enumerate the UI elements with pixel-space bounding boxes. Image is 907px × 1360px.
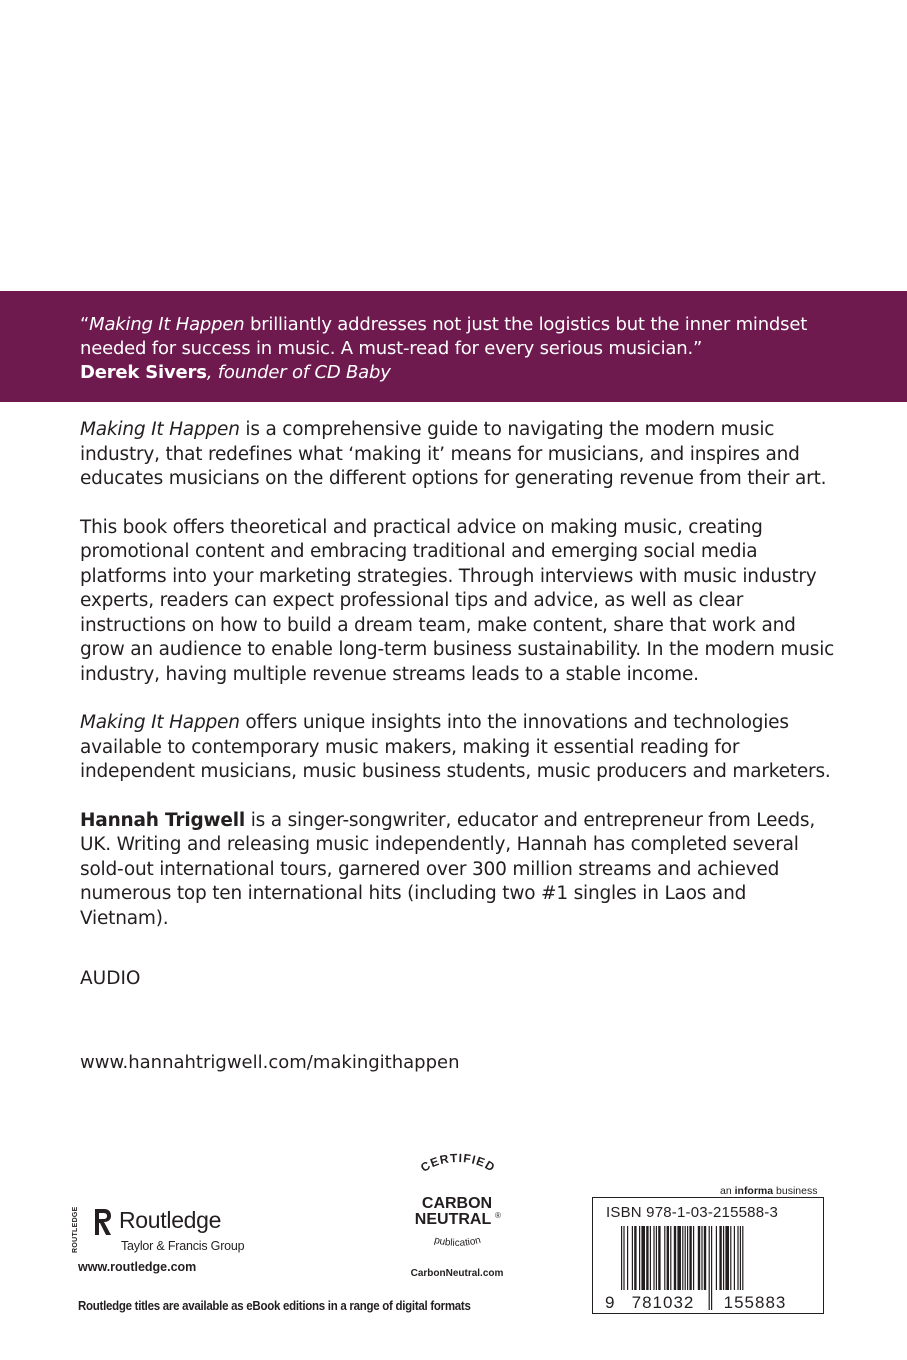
- routledge-logo-block: [72, 1205, 332, 1285]
- quote-text: brilliantly addresses not just the logistics but the inner mindset needed for success in music. A must-read for every serious musician.”: [80, 314, 808, 359]
- category-label: AUDIO: [80, 968, 141, 989]
- description-paragraph-1: Making It Happen is a comprehensive guide to navigating the modern music industry, that redefines what ‘making it’ means for musicians, and inspires and educates musicians on the different options for generating revenue from their art.: [80, 419, 827, 489]
- description-paragraph-3: Making It Happen offers unique insights into the innovations and technologies available to contemporary music makers, making it essential reading for independent musicians, music business students, music producers and marketers.: [80, 712, 831, 782]
- barcode-digits-right: 155883: [723, 1293, 787, 1310]
- quote-open-mark: “: [80, 314, 90, 335]
- publisher-group: Taylor & Francis Group: [121, 1239, 245, 1253]
- author-bio: Hannah Trigwell is a singer-songwriter, educator and entrepreneur from Leeds, UK. Writing and releasing music independently, Hannah has completed several sold-out international tours, garnered over 300 million streams and achieved numerous top ten international hits (including two #1 singles in Laos and Vietnam).: [80, 809, 816, 929]
- routledge-vertical-label: ROUTLEDGE: [72, 1206, 79, 1254]
- routledge-r-icon: [92, 1207, 114, 1237]
- isbn-box: [592, 1197, 824, 1314]
- barcode-bar: [709, 1226, 710, 1310]
- barcode: [603, 1226, 815, 1310]
- quote-author-role: , founder of CD Baby: [206, 362, 391, 383]
- publisher-name: Routledge: [119, 1207, 222, 1233]
- quote-author: Derek Sivers: [80, 362, 207, 383]
- quote-band: [0, 291, 907, 402]
- barcode-digit-lead: 9: [605, 1293, 615, 1310]
- barcode-digits-left: 781032: [631, 1293, 695, 1310]
- informa-tagline: an informa business: [720, 1185, 818, 1197]
- book-description: [80, 418, 840, 955]
- carbon-carbon-text: CARBON: [421, 1195, 493, 1212]
- carbon-neutral-text: NEUTRAL: [414, 1211, 492, 1228]
- informa-brand: informa: [734, 1185, 774, 1197]
- carbon-neutral-badge: [395, 1152, 520, 1282]
- carbon-site-text: CarbonNeutral.com: [410, 1268, 504, 1279]
- book-title: Making It Happen: [80, 419, 240, 440]
- quote-book-title: Making It Happen: [89, 314, 245, 335]
- isbn-label: ISBN 978-1-03-215588-3: [606, 1204, 779, 1221]
- endorsement-quote: [80, 313, 840, 385]
- carbon-certified-text: CERTIFIED: [418, 1152, 498, 1175]
- description-paragraph-2: This book offers theoretical and practical advice on making music, creating promotional content and embracing traditional and emerging social media platforms into your marketing strategies. Through interviews with music industry experts, readers can expect professional tips and advice, as well as clear instructions on how to build a dream team, make content, share that work and grow an audience to enable long-term business sustainability. In the modern music industry, having multiple revenue streams leads to a stable income.: [80, 516, 835, 685]
- book-title: Making It Happen: [80, 712, 240, 733]
- website-link[interactable]: www.hannahtrigwell.com/makingithappen: [80, 1052, 460, 1073]
- ebook-note: Routledge titles are available as eBook editions in a range of digital formats: [78, 1299, 471, 1313]
- author-name: Hannah Trigwell: [80, 809, 246, 831]
- carbon-publication-text: publication: [433, 1234, 482, 1249]
- carbon-reg-mark: ®: [495, 1211, 501, 1220]
- publisher-website[interactable]: www.routledge.com: [78, 1260, 197, 1274]
- barcode-bar: [711, 1226, 712, 1310]
